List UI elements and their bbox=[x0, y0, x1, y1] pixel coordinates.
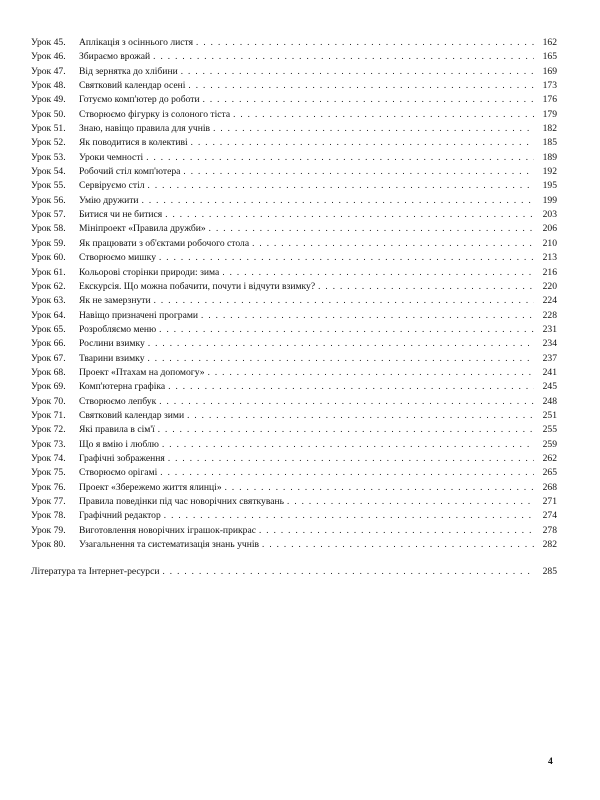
toc-entry-title: Проект «Птахам на допомогу» bbox=[79, 366, 205, 378]
toc-entry bbox=[31, 408, 557, 422]
toc-entry-number: Урок 47. bbox=[31, 65, 66, 77]
toc-leader-dots bbox=[160, 465, 534, 479]
toc-leader-dots bbox=[164, 508, 534, 522]
toc-leader-dots bbox=[187, 408, 534, 422]
toc-entry-title: Уроки чемності bbox=[79, 151, 144, 163]
toc-entry-title: Від зернятка до хлібини bbox=[79, 65, 178, 77]
toc-entry-page: 182 bbox=[542, 123, 557, 135]
toc-entry bbox=[31, 193, 557, 207]
toc-entry-title: Готуємо комп'ютер до роботи bbox=[79, 94, 200, 106]
toc-entry-page: 199 bbox=[542, 194, 557, 206]
toc-entry-title: Створюємо орігамі bbox=[79, 467, 158, 479]
toc-entry bbox=[31, 64, 557, 78]
toc-entry bbox=[31, 250, 557, 264]
toc-leader-dots bbox=[181, 64, 534, 78]
toc-leader-dots bbox=[148, 178, 534, 192]
toc-entry-number: Урок 68. bbox=[31, 366, 66, 378]
table-of-contents bbox=[31, 35, 557, 551]
toc-leader-dots bbox=[148, 336, 534, 350]
toc-leader-dots bbox=[225, 480, 534, 494]
toc-leader-dots bbox=[259, 523, 534, 537]
toc-leader-dots bbox=[162, 437, 534, 451]
toc-entry-title: Що я вмію і люблю bbox=[79, 438, 159, 450]
toc-entry-title: Мініпроект «Правила дружби» bbox=[79, 223, 206, 235]
toc-entry-page: 228 bbox=[542, 309, 557, 321]
toc-entry-number: Урок 67. bbox=[31, 352, 66, 364]
toc-entry-page: 206 bbox=[542, 223, 557, 235]
toc-entry-page: 259 bbox=[542, 438, 557, 450]
toc-entry-number: Урок 52. bbox=[31, 137, 66, 149]
toc-leader-dots bbox=[158, 422, 534, 436]
toc-entry-title: Розробляємо меню bbox=[79, 323, 157, 335]
toc-entry-page: 248 bbox=[542, 395, 557, 407]
toc-entry-page: 241 bbox=[542, 366, 557, 378]
toc-entry-title: Аплікація з осіннього листя bbox=[79, 37, 194, 48]
toc-leader-dots bbox=[159, 250, 534, 264]
toc-entry bbox=[31, 365, 557, 379]
toc-entry-page: 268 bbox=[542, 481, 557, 493]
toc-leader-dots bbox=[154, 293, 534, 307]
toc-entry-number: Урок 58. bbox=[31, 223, 66, 235]
toc-entry-page: 216 bbox=[542, 266, 557, 278]
toc-entry-number: Урок 51. bbox=[31, 123, 66, 135]
toc-entry-page: 189 bbox=[542, 151, 557, 163]
toc-entry-number: Урок 45. bbox=[31, 37, 66, 48]
toc-entry-title: Створюємо фігурку із солоного тіста bbox=[79, 108, 231, 120]
toc-leader-dots bbox=[142, 193, 534, 207]
toc-entry-title: Екскурсія. Що можна побачити, почути і відчути взимку? bbox=[79, 280, 316, 292]
toc-entry-page: 224 bbox=[542, 295, 557, 307]
toc-entry-page: 165 bbox=[542, 51, 557, 63]
toc-leader-dots bbox=[196, 35, 534, 49]
toc-entry bbox=[31, 394, 557, 408]
toc-entry-number: Урок 55. bbox=[31, 180, 66, 192]
toc-leader-dots bbox=[159, 322, 534, 336]
toc-entry-title: Графічний редактор bbox=[79, 510, 161, 522]
toc-leader-dots bbox=[233, 107, 534, 121]
toc-leader-dots bbox=[201, 308, 534, 322]
toc-entry-title: Умію дружити bbox=[79, 194, 139, 206]
toc-entry-number: Урок 74. bbox=[31, 452, 66, 464]
toc-leader-dots bbox=[252, 236, 534, 250]
toc-entry bbox=[31, 336, 557, 350]
toc-entry-page: 255 bbox=[542, 424, 557, 436]
toc-entry bbox=[31, 422, 557, 436]
toc-entry-number: Урок 79. bbox=[31, 524, 66, 536]
toc-entry-page: 231 bbox=[542, 323, 557, 335]
toc-entry-title: Святковий календар зими bbox=[79, 409, 185, 421]
toc-entry-number: Урок 69. bbox=[31, 381, 66, 393]
toc-entry-page: 237 bbox=[542, 352, 557, 364]
toc-leader-dots bbox=[146, 150, 534, 164]
toc-entry-references bbox=[31, 564, 557, 578]
toc-entry bbox=[31, 207, 557, 221]
toc-entry-page: 179 bbox=[542, 108, 557, 120]
toc-entry-page: 192 bbox=[542, 166, 557, 178]
toc-entry-number: Урок 71. bbox=[31, 409, 66, 421]
toc-entry-page: 173 bbox=[542, 80, 557, 92]
toc-leader-dots bbox=[262, 537, 534, 551]
page-number: 4 bbox=[548, 756, 553, 767]
toc-entry-number: Урок 72. bbox=[31, 424, 66, 436]
toc-entry bbox=[31, 92, 557, 106]
toc-entry-number: Урок 46. bbox=[31, 51, 66, 63]
toc-entry bbox=[31, 78, 557, 92]
toc-entry-page: 210 bbox=[542, 237, 557, 249]
toc-entry-number: Урок 73. bbox=[31, 438, 66, 450]
toc-leader-dots bbox=[159, 394, 534, 408]
toc-entry bbox=[31, 437, 557, 451]
toc-entry-title: Тварини взимку bbox=[79, 352, 145, 364]
toc-entry-title: Проект «Збережемо життя ялинці» bbox=[79, 481, 222, 493]
toc-leader-dots bbox=[168, 451, 534, 465]
toc-entry-title: Святковий календар осені bbox=[79, 80, 186, 92]
toc-entry-title: Узагальнення та систематизація знань учнів bbox=[79, 539, 260, 551]
toc-entry-page: 265 bbox=[542, 467, 557, 479]
toc-leader-dots bbox=[287, 494, 534, 508]
toc-entry bbox=[31, 351, 557, 365]
toc-leader-dots bbox=[165, 207, 534, 221]
toc-entry-number: Урок 65. bbox=[31, 323, 66, 335]
toc-entry-page: 262 bbox=[542, 452, 557, 464]
toc-entry bbox=[31, 236, 557, 250]
toc-entry-page: 176 bbox=[542, 94, 557, 106]
toc-entry-page: 195 bbox=[542, 180, 557, 192]
toc-entry-number: Урок 80. bbox=[31, 539, 66, 551]
toc-entry-title: Як не замерзнути bbox=[79, 295, 151, 307]
toc-entry-number: Урок 61. bbox=[31, 266, 66, 278]
toc-entry-title: Виготовлення новорічних іграшок-прикрас bbox=[79, 524, 256, 536]
toc-entry-number: Урок 76. bbox=[31, 481, 66, 493]
toc-entry-title: Правила поведінки під час новорічних святкувань bbox=[79, 496, 285, 507]
toc-leader-dots bbox=[183, 164, 534, 178]
toc-entry bbox=[31, 279, 557, 293]
toc-entry bbox=[31, 537, 557, 551]
toc-leader-dots bbox=[213, 121, 534, 135]
toc-entry-title: Навіщо призначені програми bbox=[79, 309, 199, 321]
toc-entry-number: Урок 66. bbox=[31, 338, 66, 350]
toc-entry-page: 285 bbox=[542, 566, 557, 577]
toc-entry-page: 185 bbox=[542, 137, 557, 149]
toc-entry-title: Сервіруємо стіл bbox=[79, 180, 145, 192]
toc-entry-title: Битися чи не битися bbox=[79, 209, 163, 221]
toc-entry-page: 282 bbox=[542, 539, 557, 551]
toc-entry-number: Урок 77. bbox=[31, 496, 66, 507]
toc-leader-dots bbox=[318, 279, 534, 293]
toc-entry bbox=[31, 178, 557, 192]
toc-leader-dots bbox=[148, 351, 535, 365]
toc-entry-page: 274 bbox=[542, 510, 557, 522]
toc-leader-dots bbox=[222, 265, 534, 279]
toc-entry bbox=[31, 322, 557, 336]
toc-entry bbox=[31, 379, 557, 393]
toc-entry-number: Урок 53. bbox=[31, 151, 66, 163]
toc-entry-number: Урок 75. bbox=[31, 467, 66, 479]
toc-leader-dots bbox=[208, 365, 534, 379]
toc-entry-page: 220 bbox=[542, 280, 557, 292]
toc-leader-dots bbox=[203, 92, 534, 106]
toc-entry-page: 251 bbox=[542, 409, 557, 421]
toc-entry-title: Створюємо лепбук bbox=[79, 395, 157, 407]
toc-entry-page: 271 bbox=[542, 496, 557, 507]
toc-entry bbox=[31, 523, 557, 537]
toc-entry bbox=[31, 164, 557, 178]
toc-entry bbox=[31, 451, 557, 465]
toc-entry-number: Урок 57. bbox=[31, 209, 66, 221]
toc-leader-dots bbox=[168, 379, 534, 393]
toc-entry bbox=[31, 480, 557, 494]
toc-leader-dots bbox=[153, 49, 534, 63]
toc-entry-number: Урок 48. bbox=[31, 80, 66, 92]
toc-entry bbox=[31, 293, 557, 307]
toc-entry bbox=[31, 508, 557, 522]
toc-entry-number: Урок 59. bbox=[31, 237, 66, 249]
toc-entry-title: Література та Інтернет-ресурси bbox=[31, 566, 160, 577]
toc-entry-title: Збираємо врожай bbox=[79, 51, 151, 63]
toc-entry-page: 234 bbox=[542, 338, 557, 350]
toc-entry-number: Урок 60. bbox=[31, 252, 66, 264]
toc-entry-page: 278 bbox=[542, 524, 557, 536]
toc-entry-number: Урок 63. bbox=[31, 295, 66, 307]
toc-entry-title: Робочий стіл комп'ютера bbox=[79, 166, 181, 178]
toc-leader-dots bbox=[188, 78, 534, 92]
toc-entry-number: Урок 70. bbox=[31, 395, 66, 407]
toc-entry bbox=[31, 121, 557, 135]
toc-entry bbox=[31, 494, 557, 508]
toc-entry-title: Рослини взимку bbox=[79, 338, 145, 350]
toc-entry bbox=[31, 35, 557, 49]
toc-leader-dots bbox=[162, 564, 534, 578]
toc-entry bbox=[31, 265, 557, 279]
toc-entry-page: 213 bbox=[542, 252, 557, 264]
toc-entry bbox=[31, 49, 557, 63]
toc-entry bbox=[31, 465, 557, 479]
toc-entry-number: Урок 64. bbox=[31, 309, 66, 321]
toc-entry-title: Знаю, навіщо правила для учнів bbox=[79, 123, 211, 135]
toc-leader-dots bbox=[209, 221, 534, 235]
toc-entry-page: 203 bbox=[542, 209, 557, 221]
toc-entry-number: Урок 62. bbox=[31, 280, 66, 292]
toc-entry bbox=[31, 221, 557, 235]
toc-entry-number: Урок 49. bbox=[31, 94, 66, 106]
toc-entry-page: 245 bbox=[542, 381, 557, 393]
toc-entry-number: Урок 78. bbox=[31, 510, 66, 522]
toc-entry-title: Які правила в сім'ї bbox=[79, 424, 155, 436]
toc-entry bbox=[31, 308, 557, 322]
toc-leader-dots bbox=[191, 135, 534, 149]
toc-entry-page: 162 bbox=[542, 37, 557, 48]
toc-entry-page: 169 bbox=[542, 65, 557, 77]
toc-entry bbox=[31, 150, 557, 164]
toc-entry-number: Урок 50. bbox=[31, 108, 66, 120]
toc-entry-title: Графічні зображення bbox=[79, 452, 165, 464]
toc-entry bbox=[31, 135, 557, 149]
toc-entry-title: Створюємо мишку bbox=[79, 252, 156, 264]
toc-entry-title: Кольорові сторінки природи: зима bbox=[79, 266, 220, 278]
toc-entry bbox=[31, 107, 557, 121]
toc-entry-number: Урок 54. bbox=[31, 166, 66, 178]
toc-entry-title: Як працювати з об'єктами робочого стола bbox=[79, 237, 250, 249]
toc-entry-title: Як поводитися в колективі bbox=[79, 137, 188, 149]
toc-entry-title: Комп'ютерна графіка bbox=[79, 381, 166, 393]
toc-entry-number: Урок 56. bbox=[31, 194, 66, 206]
